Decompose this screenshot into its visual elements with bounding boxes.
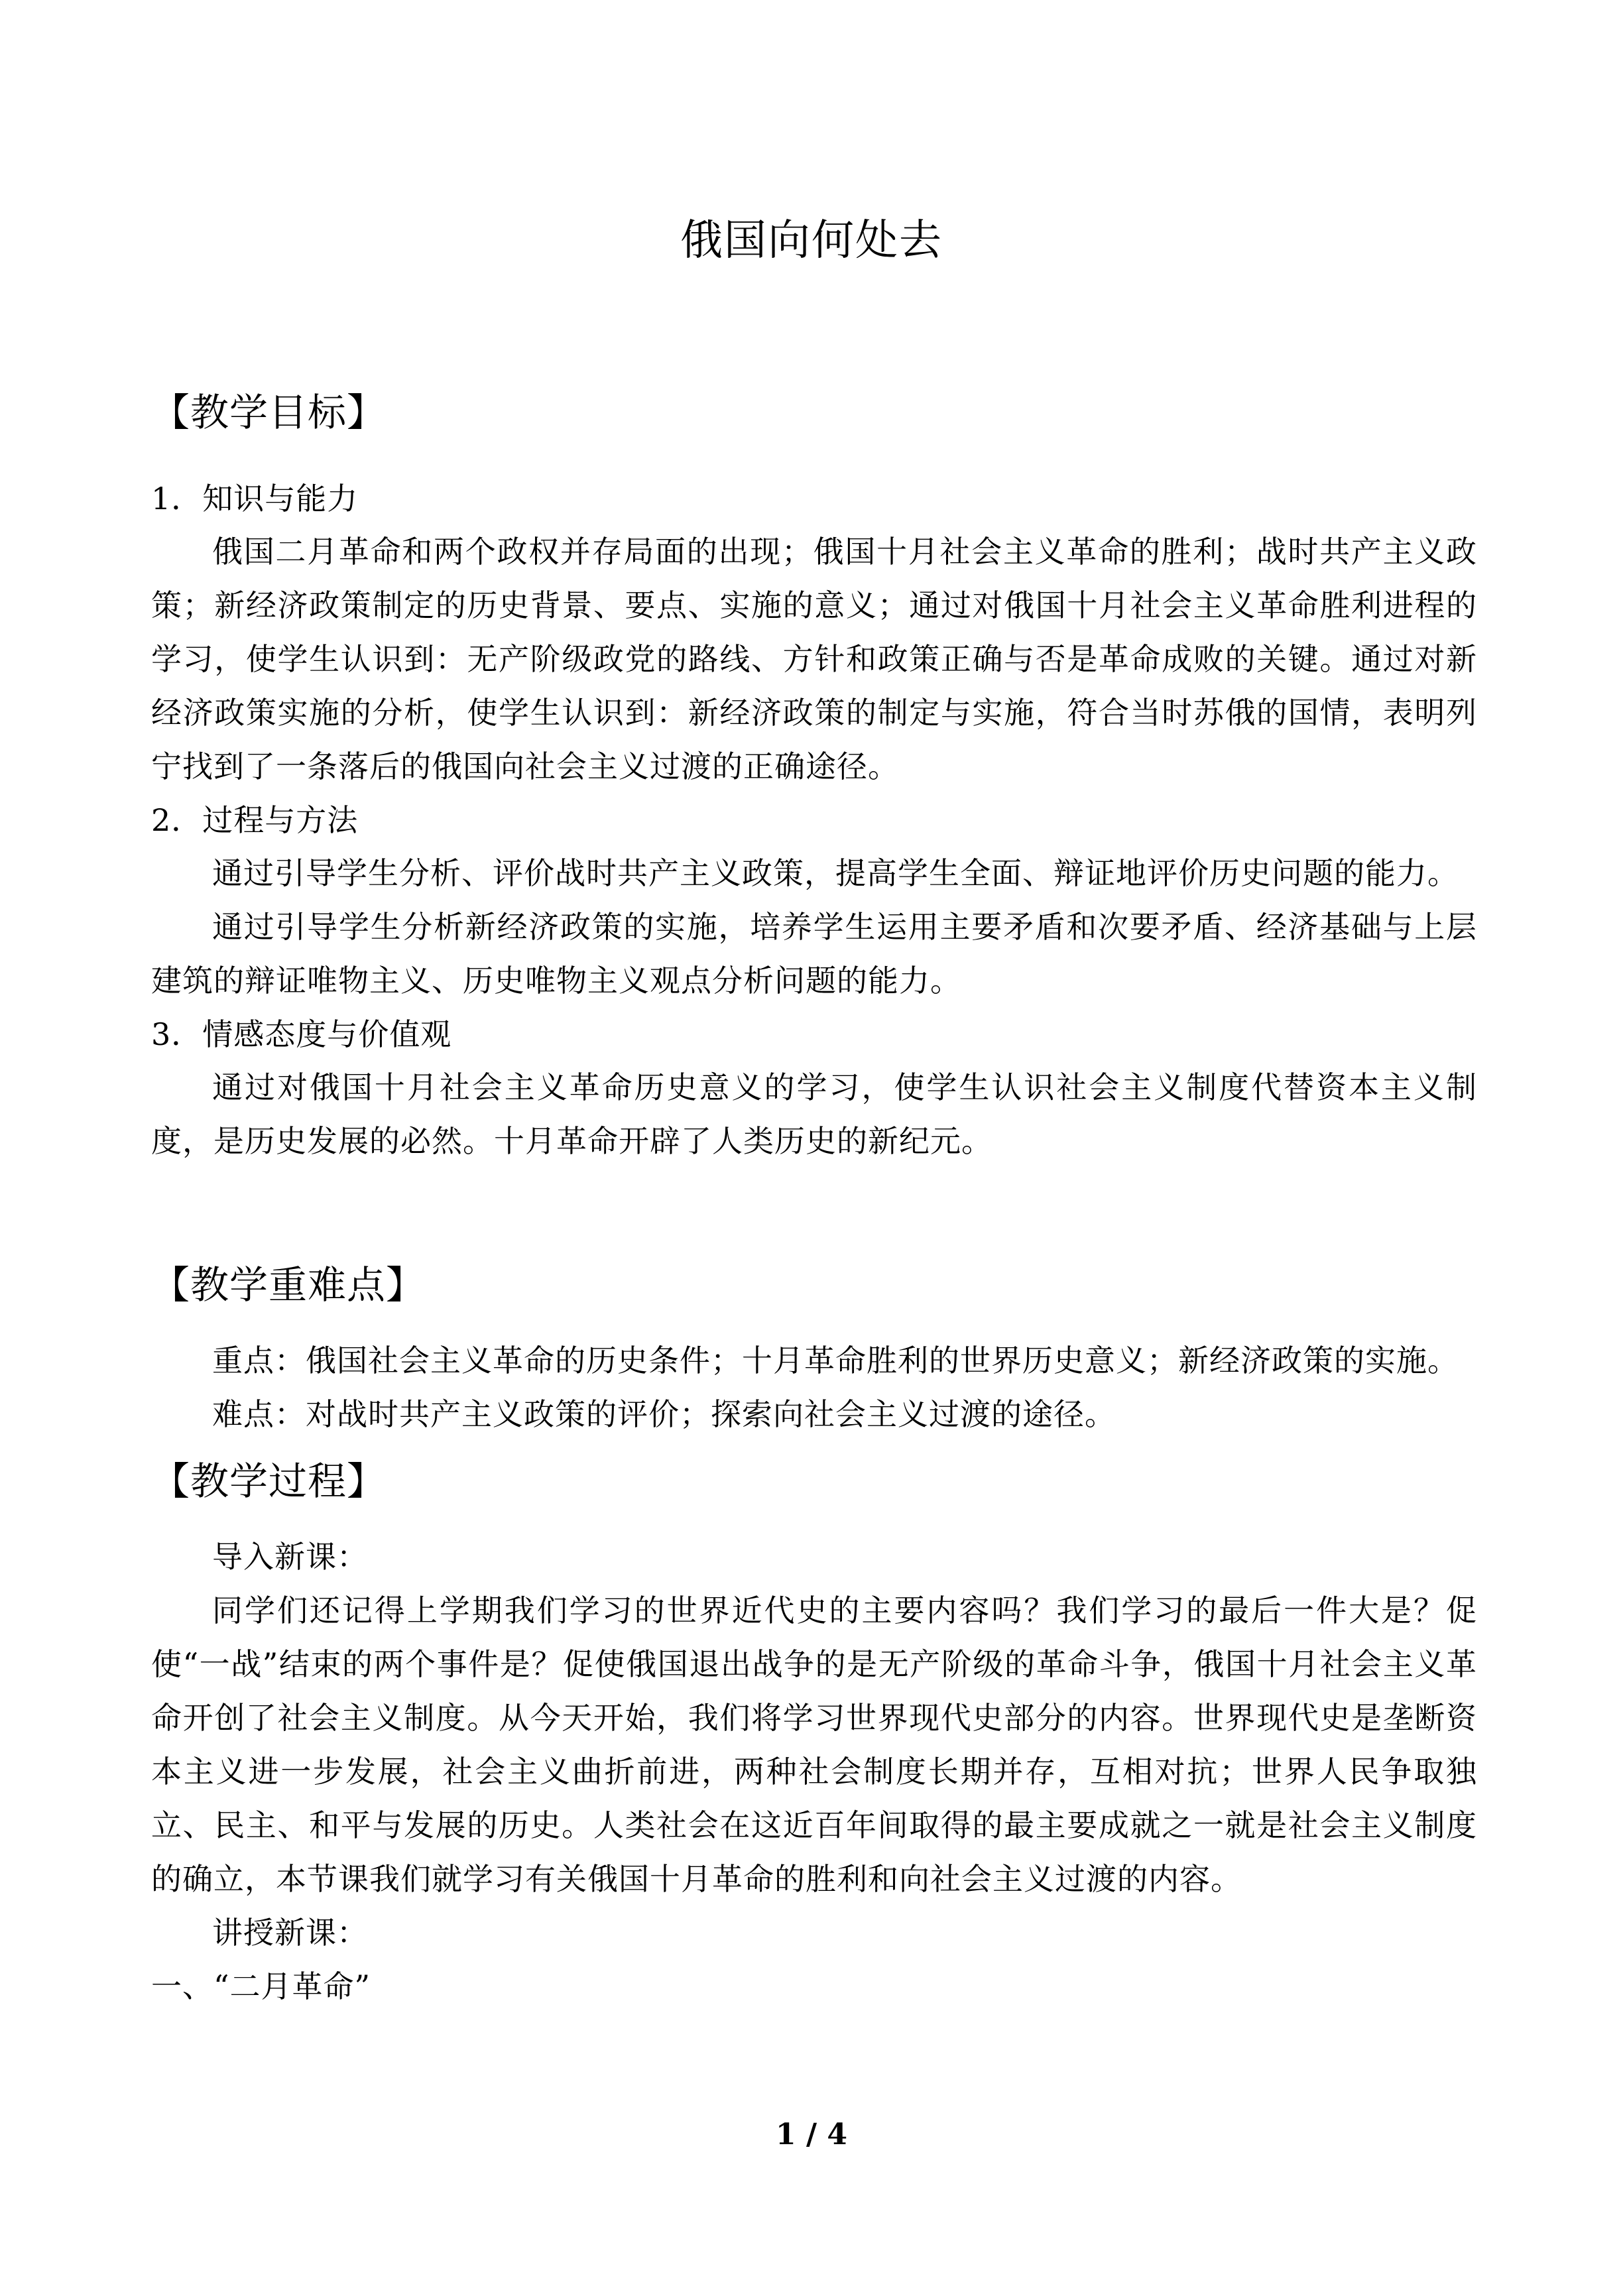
subheading-knowledge-ability: 1．知识与能力 bbox=[151, 481, 359, 516]
subheading-emotion-values: 3．情感态度与价值观 bbox=[151, 1016, 452, 1052]
lecture-label: 讲授新课： bbox=[212, 1915, 368, 1951]
paragraph-difficulty: 难点：对战时共产主义政策的评价；探索向社会主义过渡的途径。 bbox=[212, 1396, 1116, 1432]
subheading-process-method: 2．过程与方法 bbox=[151, 802, 359, 838]
paragraph-focus: 重点：俄国社会主义革命的历史条件；十月革命胜利的世界历史意义；新经济政策的实施。 bbox=[212, 1343, 1459, 1378]
page-title: 俄国向何处去 bbox=[680, 216, 943, 265]
key-points-content bbox=[151, 1334, 1477, 1441]
paragraph-process-method-2: 通过引导学生分析新经济政策的实施，培养学生运用主要矛盾和次要矛盾、经济基础与上层建筑的辩证唯物主义、历史唯物主义观点分析问题的能力。 bbox=[151, 909, 1477, 998]
section-heading-process: 【教学过程】 bbox=[151, 1459, 387, 1504]
heading-february-revolution: 一、“二月革命” bbox=[151, 1968, 371, 2004]
paragraph-process-method-1: 通过引导学生分析、评价战时共产主义政策，提高学生全面、辩证地评价历史问题的能力。 bbox=[212, 855, 1459, 891]
process-content bbox=[151, 1530, 1477, 2013]
paragraph-intro: 同学们还记得上学期我们学习的世界近代史的主要内容吗？我们学习的最后一件大是？促使“一战”结束的两个事件是？促使俄国退出战争的是无产阶级的革命斗争，俄国十月社会主义革命开创了社会主义制度。从今天开始，我们将学习世界现代史部分的内容。世界现代史是垄断资本主义进一步发展，社会主义曲折前进，两种社会制度长期并存，互相对抗；世界人民争取独立、民主、和平与发展的历史。人类社会在这近百年间取得的最主要成就之一就是社会主义制度的确立，本节课我们就学习有关俄国十月革命的胜利和向社会主义过渡的内容。 bbox=[151, 1593, 1477, 1897]
section-heading-objectives: 【教学目标】 bbox=[151, 390, 387, 435]
section-heading-key-points: 【教学重难点】 bbox=[151, 1262, 426, 1307]
page-number: 1 / 4 bbox=[776, 2118, 847, 2151]
paragraph-emotion-values: 通过对俄国十月社会主义革命历史意义的学习，使学生认识社会主义制度代替资本主义制度，是历史发展的必然。十月革命开辟了人类历史的新纪元。 bbox=[151, 1069, 1477, 1159]
intro-label: 导入新课： bbox=[212, 1539, 368, 1575]
paragraph-knowledge-ability: 俄国二月革命和两个政权并存局面的出现；俄国十月社会主义革命的胜利；战时共产主义政策；新经济政策制定的历史背景、要点、实施的意义；通过对俄国十月社会主义革命胜利进程的学习，使学生认识到：无产阶级政党的路线、方针和政策正确与否是革命成败的关键。通过对新经济政策实施的分析，使学生认识到：新经济政策的制定与实施，符合当时苏俄的国情，表明列宁找到了一条落后的俄国向社会主义过渡的正确途径。 bbox=[151, 534, 1477, 784]
objectives-content bbox=[151, 472, 1477, 1168]
